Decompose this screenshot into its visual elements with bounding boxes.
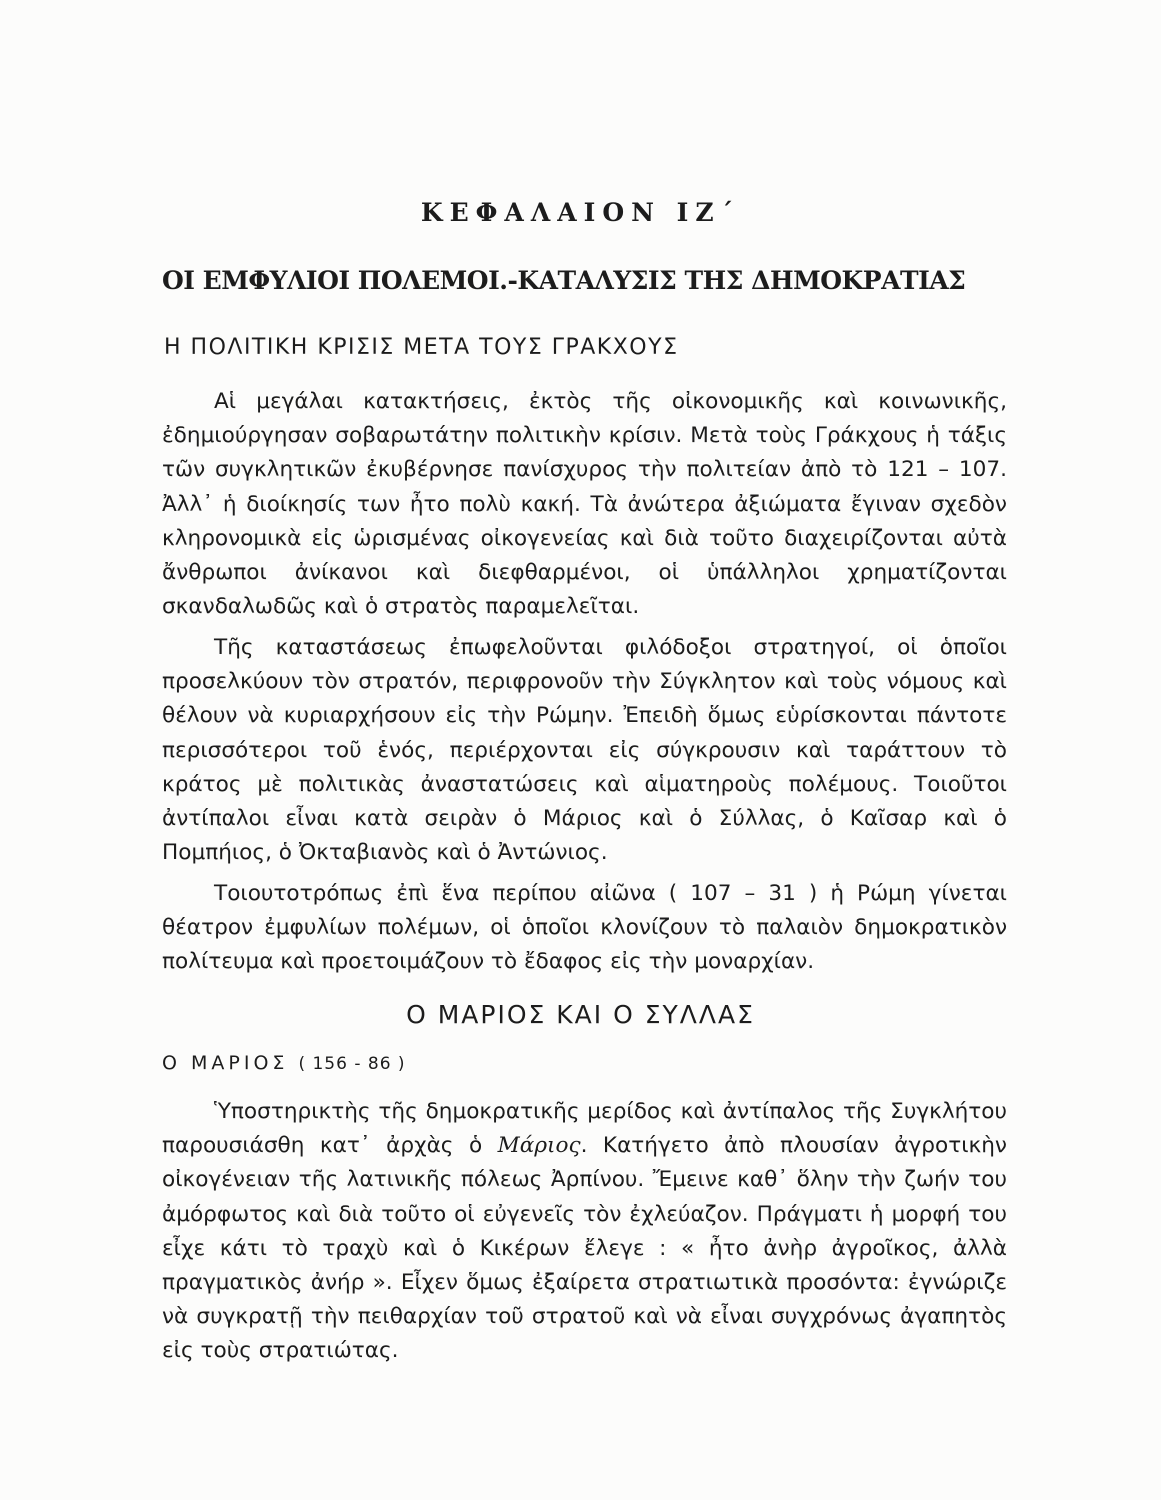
chapter-label: ΚΕΦΑΛΑΙΟΝ ΙΖ΄ [420, 198, 741, 227]
subheading-marius-years: ( 156 - 86 ) [298, 1054, 406, 1074]
paragraph-1: Αἱ μεγάλαι κατακτήσεις, ἐκτὸς τῆς οἰκονομικῆς καὶ κοινωνικῆς, ἐδημιούργησαν σοβαρωτάτην πολιτικὴν κρίσιν. Μετὰ τοὺς Γράκχους ἡ τάξις τῶν συγκλητικῶν ἐκυβέρνησε πανίσχυρος τὴν πολιτείαν ἀπὸ τὸ 121 – 107. Ἀλλ᾽ ἡ διοίκησίς των ἦτο πολὺ κακή. Τὰ ἀνώτερα ἀξιώματα ἔγιναν σχεδὸν κληρονομικὰ εἰς ὡρισμένας οἰκογενείας καὶ διὰ τοῦτο διαχειρίζονται αὐτὰ ἄνθρωποι ἀνίκανοι καὶ διεφθαρμένοι, οἱ ὑπάλληλοι χρηματίζονται σκανδαλωδῶς καὶ ὁ στρατὸς παραμελεῖται. [162, 389, 1007, 620]
marius-name-italic: Μάριος [497, 1133, 581, 1159]
paragraph-marius-part-2: . Κατήγετο ἀπὸ πλουσίαν ἀγροτικὴν οἰκογένειαν τῆς λατινικῆς πόλεως Ἀρπίνου. Ἔμεινε καθ᾽ ὅλην τὴν ζωήν του ἀμόρφωτος καὶ διὰ τοῦτο οἱ εὐγενεῖς τὸν ἐχλεύαζον. Πράγματι ἡ μορφή του εἶχε κάτι τὸ τραχὺ καὶ ὁ Κικέρων ἔλεγε : « ἦτο ἀνὴρ ἀγροῖκος, ἀλλὰ πραγματικὸς ἀνήρ ». Εἶχεν ὅμως ἐξαίρετα στρατιωτικὰ προσόντα: ἐγνώριζε νὰ συγκρατῇ τὴν πειθαρχίαν τοῦ στρατοῦ καὶ νὰ εἶναι συγχρόνως ἀγαπητὸς εἰς τοὺς στρατιώτας. [162, 1133, 1007, 1364]
chapter-title: ΟΙ ΕΜΦΥΛΙΟΙ ΠΟΛΕΜΟΙ.-ΚΑΤΑΛΥΣΙΣ ΤΗΣ ΔΗΜΟΚΡΑΤΙΑΣ [162, 266, 966, 295]
section-heading-marius-sulla: Ο ΜΑΡΙΟΣ ΚΑΙ Ο ΣΥΛΛΑΣ [406, 1000, 755, 1029]
paragraph-2: Τῆς καταστάσεως ἐπωφελοῦνται φιλόδοξοι στρατηγοί, οἱ ὁποῖοι προσελκύουν τὸν στρατόν, περιφρονοῦν τὴν Σύγκλητον καὶ τοὺς νόμους καὶ θέλουν νὰ κυριαρχήσουν εἰς τὴν Ρώμην. Ἐπειδὴ ὅμως εὑρίσκονται πάντοτε περισσότεροι τοῦ ἑνός, περιέρχονται εἰς σύγκρουσιν καὶ ταράττουν τὸ κράτος μὲ πολιτικὰς ἀναστατώσεις καὶ αἱματηροὺς πολέμους. Τοιοῦτοι ἀντίπαλοι εἶναι κατὰ σειρὰν ὁ Μάριος καὶ ὁ Σύλλας, ὁ Καῖσαρ καὶ ὁ Πομπήιος, ὁ Ὀκταβιανὸς καὶ ὁ Ἀντώνιος. [162, 635, 1007, 866]
subheading-marius-name: Ο ΜΑΡΙΟΣ [162, 1052, 289, 1074]
paragraph-marius-part-1: Ὑποστηρικτὴς τῆς δημοκρατικῆς μερίδος καὶ ἀντίπαλος τῆς Συγκλήτου παρουσιάσθη κατ᾽ ἀρχὰς ὁ [162, 1099, 1007, 1159]
paragraph-marius [162, 1095, 1007, 1369]
subheading-marius [162, 1052, 406, 1074]
section-heading-political-crisis: Η ΠΟΛΙΤΙΚΗ ΚΡΙΣΙΣ ΜΕΤΑ ΤΟΥΣ ΓΡΑΚΧΟΥΣ [164, 335, 679, 360]
paragraph-3: Τοιουτοτρόπως ἐπὶ ἕνα περίπου αἰῶνα ( 107 – 31 ) ἡ Ρώμη γίνεται θέατρον ἐμφυλίων πολέμων, οἱ ὁποῖοι κλονίζουν τὸ παλαιὸν δημοκρατικὸν πολίτευμα καὶ προετοιμάζουν τὸ ἔδαφος εἰς τὴν μοναρχίαν. [162, 881, 1007, 975]
